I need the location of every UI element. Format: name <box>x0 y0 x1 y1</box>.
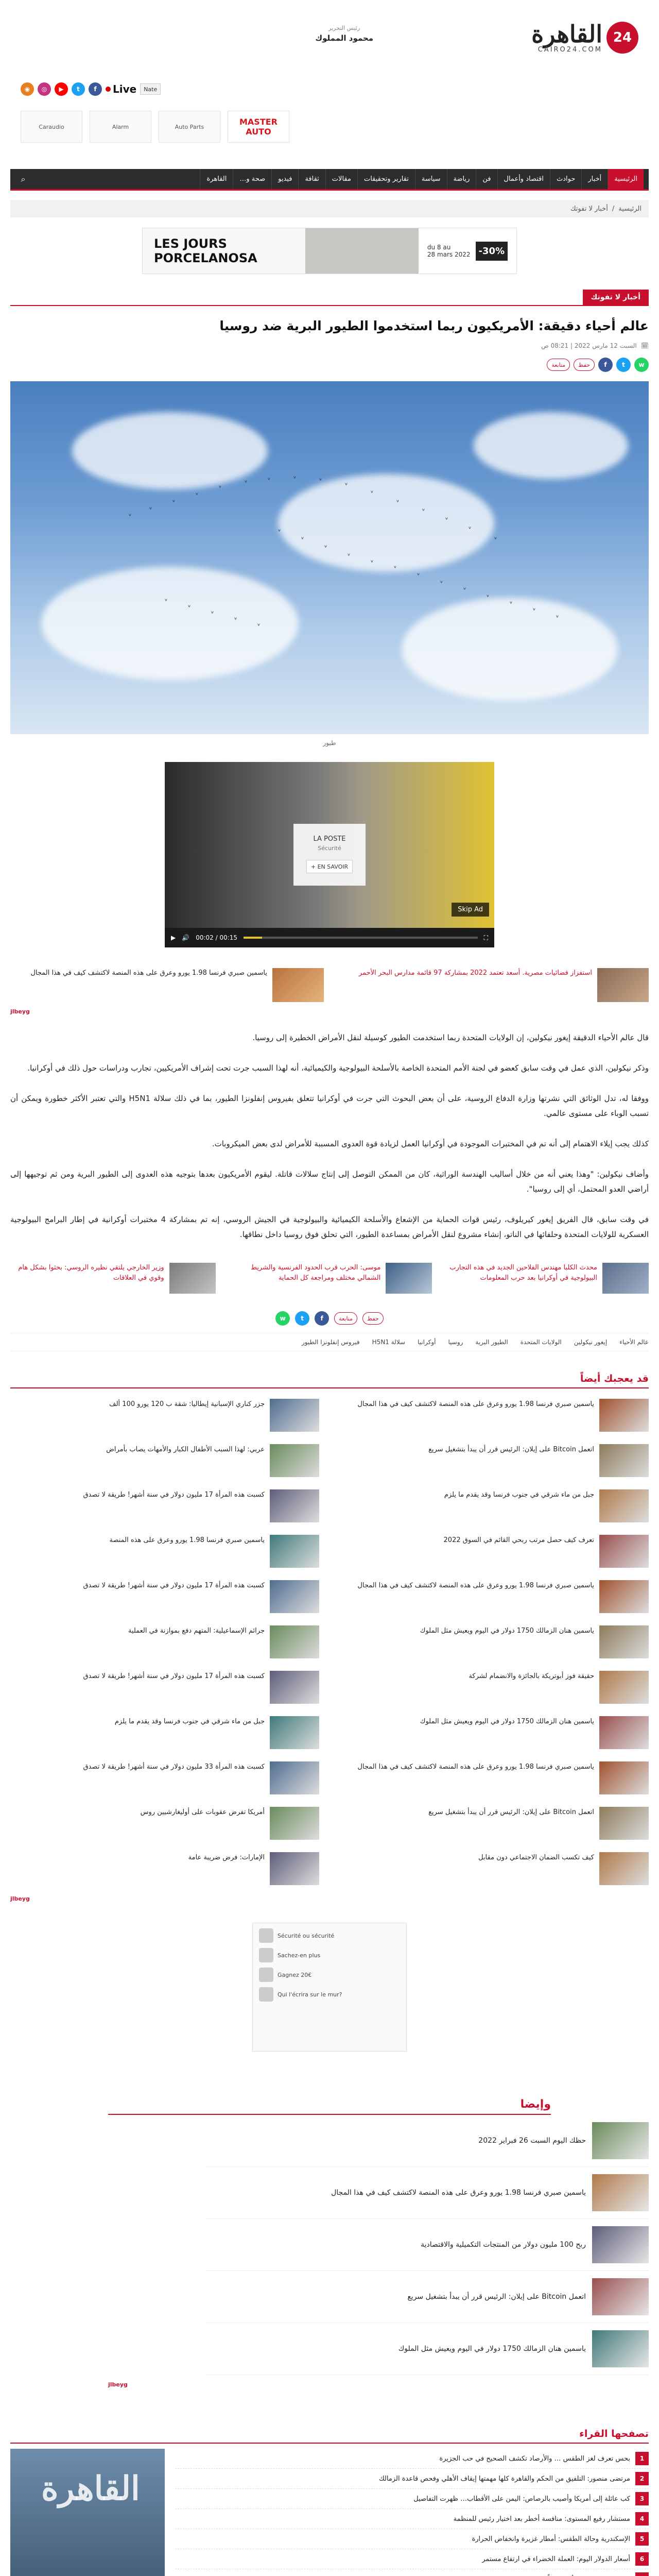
partner-ad[interactable]: Auto Parts <box>159 111 220 143</box>
recommend-thumb <box>592 2278 649 2315</box>
most-read-item[interactable] <box>175 2529 649 2549</box>
nav-item[interactable]: فن <box>476 169 497 189</box>
related-thumb <box>599 1489 649 1522</box>
nav-item[interactable]: سياسة <box>415 169 447 189</box>
most-read-title: مرتضى منصور: التلفيق من الحكم والقاهرة كلها مهمتها إيقاف الأهلي وفحص قاعدة الزمالك <box>378 2475 630 2483</box>
related-title: موسى: الحرب قرب الحدود الفرنسية والشريط الشمالي مختلف ومراجعة كل الحماية <box>251 1264 381 1282</box>
partner-ads <box>21 111 289 143</box>
editor-in-chief <box>315 25 373 43</box>
live-dot-icon <box>106 87 111 92</box>
mid-ad[interactable] <box>252 1923 407 2052</box>
recommend-title: ياسمين هنان الزمالك 1750 دولار في اليوم ويعيش مثل الملوك <box>398 2345 586 2353</box>
recommend-thumb <box>592 2174 649 2211</box>
related-item[interactable] <box>340 1761 649 1799</box>
bird-icon: ᵛ <box>129 513 132 520</box>
top-ad-banner[interactable] <box>142 228 517 274</box>
youtube-icon[interactable]: ▶ <box>55 82 68 96</box>
tag-link[interactable]: عالم الأحياء <box>619 1338 649 1346</box>
fullscreen-icon[interactable]: ⛶ <box>483 934 488 941</box>
recommend-item[interactable] <box>206 2323 649 2375</box>
article-paragraph: في وقت سابق، قال الفريق إيغور كيريلوف، رئيس قوات الحماية من الإشعاع والأسلحة الكيميائية والبيولوجية في الجيش الروسي، إنه تم بمشاركة 4 مختبرات أوكرانية في إطار البرامج البيولوجية العسكرية للولايات المتحدة وحلفائها في الناتو، إنشاء مشروع لنقل الأمراض بمساعدة الطيور، التي تحلق فوق روسيا داخل نطاقها. <box>10 1215 649 1239</box>
ad-brand-line2: PORCELANOSA <box>154 251 257 265</box>
bird-icon: ᵛ <box>348 552 351 560</box>
video-ad[interactable] <box>165 762 494 947</box>
main-nav <box>10 169 649 191</box>
related-title: ياسمين صبري فرنسا 1.98 يورو وعرق على هذه المنصة <box>109 1536 265 1544</box>
bird-icon: ᵛ <box>324 544 327 552</box>
ad-provider-tag[interactable]: jlbeyg <box>10 1895 30 1902</box>
nav-item[interactable]: مقالات <box>325 169 357 189</box>
bird-icon: ᵛ <box>394 565 397 572</box>
tag-link[interactable]: الطيور البرية <box>475 1338 508 1346</box>
follow-button[interactable]: متابعة <box>334 1312 357 1325</box>
related-title: كسبت هذه المرأة 17 مليون دولار في سنة أشهر! طريقة لا تصدق <box>83 1672 265 1680</box>
related-title: اتعمل Bitcoin على إيلان: الرئيس قرر أن يبدأ بتشغيل سريع <box>428 1808 594 1816</box>
video-time: 00:02 / 00:15 <box>196 934 238 941</box>
recommend-heading <box>108 2098 551 2115</box>
related-thumb <box>270 1671 319 1704</box>
rss-icon[interactable]: ◉ <box>21 82 34 96</box>
ad-brand-line1: LES JOURS <box>154 236 227 251</box>
related-card[interactable] <box>335 968 649 1002</box>
facebook-share-icon[interactable]: f <box>315 1311 329 1326</box>
bird-icon: ᵛ <box>234 616 237 624</box>
skip-ad-button[interactable]: Skip Ad <box>452 903 489 917</box>
tag-link[interactable]: إيغور نيكولين <box>574 1338 608 1346</box>
ad-thumb-icon <box>259 1928 273 1943</box>
related-title: جرائم الإسماعيلية: المتهم دفع بموازنة في العملية <box>128 1627 265 1635</box>
rank-number: 6 <box>635 2552 649 2566</box>
most-read-title: أسعار الدولار اليوم: العملة الخضراء في ارتفاع مستمر <box>482 2555 630 2563</box>
related-thumb <box>599 1807 649 1840</box>
share-bar <box>10 358 649 372</box>
related-title: جبل من ماء شرقي في جنوب فرنسا وقد يقدم ما يلزم <box>444 1491 594 1499</box>
bird-icon: ᵛ <box>165 598 168 605</box>
bird-icon: ᵛ <box>345 482 348 489</box>
article-paragraph: ووفقا له، تدل الوثائق التي نشرتها وزارة الدفاع الروسية، على أن بعض البحوث التي جرت في أوكرانيا تتعلق بفيروس إنفلونزا الطيور، بما في ذلك سلالة H5N1 والتي تعتبر الأكثر خطورة ويمكن أن تسبب الوباء على مستوى عالمي. <box>10 1094 649 1118</box>
whatsapp-icon[interactable]: w <box>275 1311 290 1326</box>
related-thumb <box>599 1580 649 1613</box>
bird-icon: ᵛ <box>211 610 214 618</box>
bird-icon: ᵛ <box>422 507 425 515</box>
related-item[interactable] <box>340 1399 649 1436</box>
recommend-thumb <box>592 2330 649 2367</box>
chief-label: رئيس التحرير <box>328 25 360 31</box>
ad-thumb-icon <box>259 1948 273 1962</box>
bird-icon: ᵛ <box>371 489 374 497</box>
related-title: كسبت هذه المرأة 17 مليون دولار في سنة أشهر! طريقة لا تصدق <box>83 1582 265 1589</box>
article-meta <box>10 342 649 349</box>
ad-provider-tag[interactable]: jlbeyg <box>108 2381 128 2388</box>
bird-icon: ᵛ <box>188 604 191 612</box>
related-thumb <box>270 1399 319 1432</box>
related-title: حقيقة فوز أبوتريكة بالجائزة والانضمام لشركة <box>469 1672 594 1680</box>
most-read-item[interactable] <box>175 2509 649 2529</box>
save-button[interactable]: حفظ <box>574 359 595 371</box>
nav-item[interactable]: فيديو <box>271 169 298 189</box>
site-logo[interactable] <box>499 20 638 56</box>
tag-link[interactable]: الولايات المتحدة <box>520 1338 562 1346</box>
rank-number: 1 <box>635 2452 649 2465</box>
related-title: جزر كناري الإسبانية إيطاليا: شقة ب 120 يورو 100 ألف <box>109 1400 265 1408</box>
video-progress[interactable] <box>244 937 478 939</box>
recommend-item[interactable] <box>206 2219 649 2271</box>
tag-link[interactable]: سلالة H5N1 <box>372 1338 406 1346</box>
related-thumb <box>270 1625 319 1658</box>
recommend-title: حظك اليوم السبت 26 فبراير 2022 <box>478 2137 586 2145</box>
partner-ad[interactable]: Caraudio <box>21 111 82 143</box>
video-ad-cta[interactable]: EN SAVOIR + <box>306 860 353 873</box>
article-paragraph: قال عالم الأحياء الدقيقة إيغور نيكولين، إن الولايات المتحدة ربما استخدمت الطيور كوسيلة لنقل الأمراض الخطيرة إلى روسيا. <box>252 1033 649 1042</box>
most-read-item[interactable] <box>175 2469 649 2489</box>
related-thumb <box>599 1399 649 1432</box>
related-thumb <box>599 1671 649 1704</box>
most-read-item[interactable] <box>175 2549 649 2569</box>
mid-ad-text: Sachez-en plus <box>278 1952 321 1959</box>
video-controls <box>165 928 494 947</box>
related-thumb <box>599 1535 649 1568</box>
live-label: Live <box>113 83 137 95</box>
most-read-title: كب عائلة إلى أمريكا وأصيب بالرصاص: اليمن على الأقطاب… ظهرت التفاصيل <box>413 2495 630 2503</box>
most-read-title: مستشار رفيع المستوى: منافسة أخطر بعد اختيار رئيس للمنظمة <box>453 2515 630 2523</box>
logo-arabic: القاهرة <box>531 20 602 48</box>
related-title: وزير الخارجي يلتقي نظيره الروسي: بحثوا بشكل هام وقوي في العلاقات <box>18 1264 164 1282</box>
related-thumb <box>599 1761 649 1794</box>
related-item[interactable] <box>340 1535 649 1572</box>
tags-list <box>10 1333 649 1351</box>
most-read <box>10 2424 649 2576</box>
ad-provider-tag[interactable]: jlbeyg <box>10 1008 30 1015</box>
recommend-title: ربح 100 مليون دولار من المنتجات التكميلية والاقتصادية <box>421 2241 586 2249</box>
bird-icon: ᵛ <box>487 594 490 601</box>
related-grid <box>10 1399 649 1889</box>
logo-watermark: القاهرة <box>41 2469 140 2508</box>
twitter-share-icon[interactable]: t <box>295 1311 309 1326</box>
related-grid-heading <box>10 1372 649 1388</box>
related-title: كسبت هذه المرأة 17 مليون دولار في سنة أشهر! طريقة لا تصدق <box>83 1491 265 1499</box>
bird-icon: ᵛ <box>510 600 513 608</box>
rank-number: 3 <box>635 2492 649 2505</box>
bird-icon: ᵛ <box>533 607 536 615</box>
related-thumb <box>270 1852 319 1885</box>
bird-icon: ᵛ <box>417 572 420 580</box>
logo-number: 24 <box>606 22 638 54</box>
article-paragraph: كذلك يجب إيلاء الاهتمام إلى أنه تم في المختبرات الموجودة في أوكرانيا العمل لزيادة قوة العدوى المسببة للأمراض لدى بعض الميكروبات. <box>212 1139 649 1148</box>
related-title: أمريكا تفرض عقوبات على أوليغارشيين روس <box>140 1808 265 1816</box>
mid-ad-text: Qui l'écrira sur le mur? <box>278 1991 342 1998</box>
related-title: عربي: لهذا السبب الأطفال الكبار والأمهات يصاب بأمراض <box>106 1446 265 1453</box>
related-title: الإمارات: فرض ضريبة عامة <box>188 1854 265 1861</box>
instagram-icon[interactable]: ◎ <box>38 82 51 96</box>
related-item[interactable] <box>10 1625 319 1663</box>
breadcrumb-sep: / <box>612 205 615 213</box>
partner-ad[interactable]: MASTER AUTO <box>228 111 289 143</box>
recommend-list <box>206 2115 649 2375</box>
bird-icon: ᵛ <box>440 580 443 587</box>
tag-link[interactable]: فيروس إنفلونزا الطيور <box>301 1338 360 1346</box>
section-title: تصفحها القراء <box>579 2428 649 2439</box>
related-item[interactable] <box>10 1716 319 1753</box>
most-read-image <box>10 2449 165 2576</box>
ad-date-to: 28 mars 2022 <box>427 251 471 258</box>
rank-number: 2 <box>635 2472 649 2485</box>
image-caption: طيور <box>323 739 336 747</box>
related-title: استفزاز فضائيات مصرية. أسعد تعتمد 2022 بمشاركة 97 قائمة مدارس البحر الأحمر <box>358 969 592 977</box>
rank-number <box>635 2572 649 2576</box>
related-thumb <box>597 968 649 1002</box>
related-card[interactable] <box>443 1263 649 1294</box>
related-item[interactable] <box>340 1489 649 1527</box>
recommend-thumb <box>592 2122 649 2159</box>
related-title: ياسمين صبري فرنسا 1.98 يورو وعرق على هذه المنصة لاكتشف كيف في هذا المجال <box>30 969 267 977</box>
logo-english: CAIRO24.COM <box>537 45 602 54</box>
ad-date-from: du 8 au <box>427 244 451 251</box>
volume-icon[interactable]: 🔊 <box>182 934 190 941</box>
mid-ad-text: Sécurité ou sécurité <box>278 1932 335 1939</box>
most-read-item[interactable] <box>175 2569 649 2576</box>
related-title: كسبت هذه المرأة 33 مليون دولار في سنة أشهر! طريقة لا تصدق <box>83 1763 265 1771</box>
related-item[interactable] <box>340 1444 649 1481</box>
recommend-item[interactable] <box>206 2271 649 2323</box>
related-row <box>10 1263 649 1294</box>
recommend-item[interactable] <box>206 2167 649 2219</box>
video-ad-sub: Sécurité <box>318 845 341 852</box>
related-card[interactable] <box>227 1263 432 1294</box>
breadcrumb-home[interactable]: الرئيسية <box>618 205 641 213</box>
related-thumb <box>599 1716 649 1749</box>
section-title: وإيضا <box>520 2098 551 2111</box>
bird-icon: ᵛ <box>445 516 448 524</box>
article-section[interactable]: أخبار لا تفوتك <box>583 290 649 305</box>
related-thumb <box>599 1444 649 1477</box>
nav-item[interactable]: حوادث <box>550 169 581 189</box>
related-item[interactable] <box>10 1489 319 1527</box>
most-read-title: الإسكندرية وحالة الطقس: أمطار غزيرة وانخفاض الحرارة <box>472 2535 630 2543</box>
share-bar-bottom <box>10 1311 649 1326</box>
most-read-item[interactable] <box>175 2449 649 2469</box>
nav-item[interactable]: أخبار <box>581 169 608 189</box>
related-item[interactable] <box>10 1444 319 1481</box>
related-item[interactable] <box>10 1761 319 1799</box>
facebook-share-icon[interactable]: f <box>598 358 613 372</box>
facebook-icon[interactable]: f <box>89 82 102 96</box>
ad-thumb-icon <box>259 1987 273 2002</box>
bird-icon: ᵛ <box>494 536 497 544</box>
video-ad-brand: LA POSTE <box>313 835 346 843</box>
bird-icon: ᵛ <box>245 479 248 487</box>
related-title: تعرف كيف حصل مرتب ربحي القائم في السوق 2022 <box>443 1536 594 1544</box>
live-button[interactable] <box>106 83 136 95</box>
nav-item[interactable]: اقتصاد وأعمال <box>497 169 550 189</box>
related-thumb <box>272 968 324 1002</box>
breadcrumb <box>10 200 649 217</box>
breadcrumb-section[interactable]: أخبار لا تفوتك <box>570 205 608 213</box>
related-thumb <box>602 1263 649 1294</box>
bird-icon: ᵛ <box>278 528 281 536</box>
bird-icon: ᵛ <box>219 484 222 492</box>
bird-icon: ᵛ <box>463 586 466 594</box>
related-card[interactable] <box>10 1263 216 1294</box>
related-title: اتعمل Bitcoin على إيلان: الرئيس قرر أن يبدأ بتشغيل سريع <box>428 1446 594 1453</box>
play-icon[interactable]: ▶ <box>171 934 176 941</box>
related-title: ياسمين صبري فرنسا 1.98 يورو وعرق على هذه المنصة لاكتشف كيف في هذا المجال <box>357 1582 594 1589</box>
nate-badge[interactable]: Nate <box>140 83 161 95</box>
recommend-thumb <box>592 2226 649 2263</box>
related-thumb <box>270 1761 319 1794</box>
chief-name: محمود المملوك <box>315 33 373 43</box>
tag-link[interactable]: روسيا <box>448 1338 463 1346</box>
related-thumb <box>169 1263 216 1294</box>
save-button[interactable]: حفظ <box>362 1312 384 1325</box>
bird-icon: ᵛ <box>556 614 559 622</box>
related-thumb <box>599 1852 649 1885</box>
recommend-title: اتعمل Bitcoin على إيلان: الرئيس قرر أن يبدأ بتشغيل سريع <box>407 2293 586 2301</box>
bird-icon: ᵛ <box>319 477 322 485</box>
partner-ad[interactable]: Alarm <box>90 111 151 143</box>
related-title: ياسمين صبري فرنسا 1.98 يورو وعرق على هذه المنصة لاكتشف كيف في هذا المجال <box>357 1400 594 1408</box>
rank-number: 5 <box>635 2532 649 2546</box>
related-item[interactable] <box>340 1852 649 1889</box>
related-item[interactable] <box>340 1580 649 1617</box>
ad-image <box>305 228 419 274</box>
video-ad-card <box>293 824 366 886</box>
article-section-tab <box>10 290 649 306</box>
bird-icon: ᵛ <box>257 622 261 630</box>
social-links <box>21 82 161 96</box>
article-date: السبت 12 مارس 2022 | 08:21 ص <box>541 342 637 349</box>
related-item[interactable] <box>10 1535 319 1572</box>
related-thumb <box>270 1807 319 1840</box>
calendar-icon: 🗓 <box>640 342 649 349</box>
bird-icon: ᵛ <box>293 475 297 483</box>
inline-related <box>10 968 649 1002</box>
related-item[interactable] <box>10 1852 319 1889</box>
nav-item[interactable]: تقارير وتحقيقات <box>357 169 415 189</box>
nav-item[interactable]: رياضة <box>447 169 476 189</box>
nav-item[interactable]: ثقافة <box>298 169 325 189</box>
twitter-share-icon[interactable]: t <box>616 358 631 372</box>
related-title: كيف تكسب الضمان الاجتماعي دون مقابل <box>478 1854 594 1861</box>
related-thumb <box>270 1489 319 1522</box>
recommend-item[interactable] <box>206 2115 649 2167</box>
related-thumb <box>270 1535 319 1568</box>
bird-icon: ᵛ <box>196 492 199 499</box>
mid-ad-text: Gagnez 20€ <box>278 1971 312 1978</box>
search-icon[interactable]: ⌕ <box>21 174 26 184</box>
related-card[interactable] <box>10 968 324 1002</box>
related-title: محدث الكلبا مهندس الفلاحين الجديد في هذه التجارب البيولوجية في أوكرانيا بعد حرب المعلومات <box>449 1264 597 1282</box>
related-item[interactable] <box>340 1807 649 1844</box>
bird-icon: ᵛ <box>301 536 304 544</box>
site-header <box>10 0 649 95</box>
section-title: قد يعجبك أيضاً <box>580 1373 649 1384</box>
related-item[interactable] <box>10 1807 319 1844</box>
article-paragraph: وأضاف نيكولين: "وهذا يعني أنه من خلال أساليب الهندسة الوراثية، كان من الممكن التوصل إلى إنتاج سلالات قاتلة. ليقوم الأمريكيون بعدها بتوجيه هذه العدوى إلى الطيور البرية ومن ثم توجيهها إلى أراضي العدو المحتمل، أي إلى روسيا". <box>10 1170 649 1194</box>
whatsapp-icon[interactable]: w <box>634 358 649 372</box>
bird-icon: ᵛ <box>268 477 271 484</box>
tag-link[interactable]: أوكرانيا <box>418 1338 436 1346</box>
most-read-title: بحس تعرف لغز الطقس … والأرصاد تكشف الصحيح في حب الجزيرة <box>439 2454 630 2463</box>
bird-icon: ᵛ <box>469 526 472 533</box>
bird-icon: ᵛ <box>172 499 176 506</box>
related-title: جبل من ماء شرقي في جنوب فرنسا وقد يقدم ما يلزم <box>114 1718 265 1725</box>
follow-button[interactable]: متابعة <box>547 359 570 371</box>
related-title: ياسمين هنان الزمالك 1750 دولار في اليوم ويعيش مثل الملوك <box>420 1627 594 1635</box>
bird-icon: ᵛ <box>149 506 152 514</box>
related-thumb <box>270 1716 319 1749</box>
twitter-icon[interactable]: t <box>72 82 85 96</box>
related-thumb <box>270 1444 319 1477</box>
related-title: ياسمين صبري فرنسا 1.98 يورو وعرق على هذه المنصة لاكتشف كيف في هذا المجال <box>357 1763 594 1771</box>
article-hero-image <box>10 381 649 734</box>
ad-thumb-icon <box>259 1968 273 1982</box>
related-item[interactable] <box>340 1716 649 1753</box>
related-item[interactable] <box>10 1671 319 1708</box>
most-read-item[interactable] <box>175 2489 649 2509</box>
recommend-title: ياسمين صبري فرنسا 1.98 يورو وعرق على هذه المنصة لاكتشف كيف في هذا المجال <box>331 2189 586 2197</box>
related-title: ياسمين هنان الزمالك 1750 دولار في اليوم ويعيش مثل الملوك <box>420 1718 594 1725</box>
related-item[interactable] <box>10 1399 319 1436</box>
most-read-list <box>175 2449 649 2576</box>
nav-item-home[interactable]: الرئيسية <box>608 169 644 189</box>
related-thumb <box>599 1625 649 1658</box>
ad-discount: -30% <box>476 242 508 261</box>
bird-icon: ᵛ <box>371 559 374 567</box>
related-item[interactable] <box>340 1671 649 1708</box>
related-item[interactable] <box>340 1625 649 1663</box>
rank-number: 4 <box>635 2512 649 2526</box>
related-thumb <box>386 1263 432 1294</box>
bird-icon: ᵛ <box>396 499 400 506</box>
nav-item[interactable]: صحة و… <box>233 169 271 189</box>
nav-item[interactable]: القاهرة <box>200 169 233 189</box>
article-title: عالم أحياء دقيقة: الأمريكيون ربما استخدموا الطيور البرية ضد روسيا <box>219 318 649 333</box>
related-thumb <box>270 1580 319 1613</box>
related-item[interactable] <box>10 1580 319 1617</box>
article-paragraph: وذكر نيكولين، الذي عمل في وقت سابق كعضو في لجنة الأمم المتحدة الخاصة بالأسلحة البيولوجية والكيميائية، أنه لهذا السبب جرت تحت إشراف الأمريكيين، تجارب ودراسات حول ذلك في أوكرانيا. <box>27 1063 649 1073</box>
